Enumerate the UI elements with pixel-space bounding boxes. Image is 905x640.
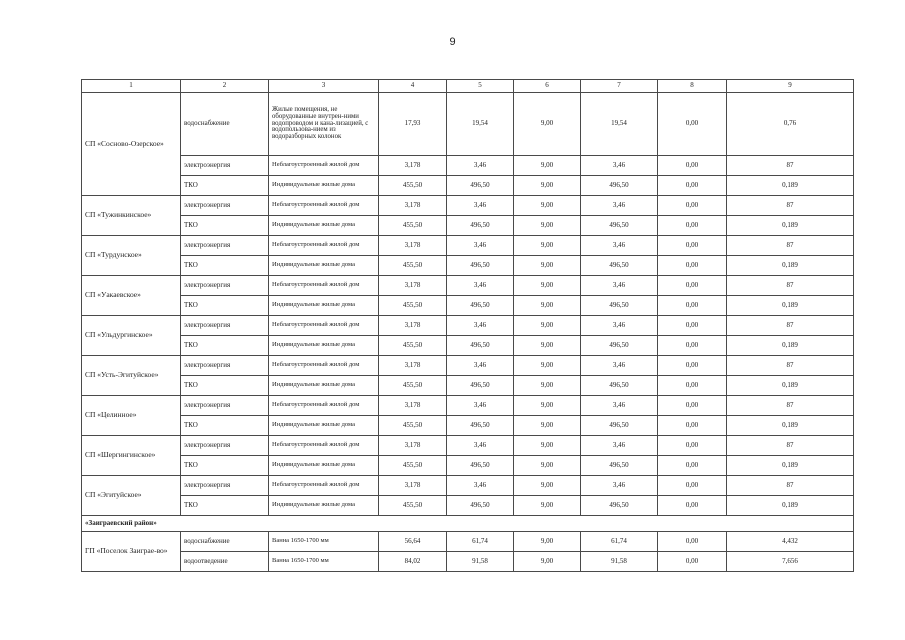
value-v6: 9,00 (514, 156, 581, 176)
service-type: ТКО (181, 416, 269, 436)
value-v8: 0,00 (658, 93, 727, 156)
value-v5: 496,50 (447, 336, 514, 356)
value-v4: 3,178 (379, 196, 447, 216)
value-v5: 61,74 (447, 532, 514, 552)
value-v5: 496,50 (447, 296, 514, 316)
value-v8: 0,00 (658, 496, 727, 516)
value-v7: 3,46 (581, 316, 658, 336)
settlement-name: СП «Турдунское» (82, 236, 181, 276)
value-v6: 9,00 (514, 196, 581, 216)
value-v5: 3,46 (447, 356, 514, 376)
service-type: электроэнергия (181, 196, 269, 216)
table-row (82, 552, 854, 572)
service-type: электроэнергия (181, 476, 269, 496)
value-v7: 496,50 (581, 296, 658, 316)
service-type: электроэнергия (181, 236, 269, 256)
consumer-category: Неблагоустроенный жилой дом (269, 196, 379, 216)
value-v8: 0,00 (658, 336, 727, 356)
value-v9: 87 (727, 236, 854, 256)
value-v6: 9,00 (514, 496, 581, 516)
settlement-name: СП «Уакаевское» (82, 276, 181, 316)
value-v9: 0,189 (727, 416, 854, 436)
value-v6: 9,00 (514, 336, 581, 356)
value-v4: 455,50 (379, 296, 447, 316)
settlement-name: СП «Шергингинское» (82, 436, 181, 476)
table-row (82, 336, 854, 356)
value-v9: 87 (727, 316, 854, 336)
value-v8: 0,00 (658, 256, 727, 276)
value-v8: 0,00 (658, 396, 727, 416)
value-v7: 3,46 (581, 396, 658, 416)
value-v8: 0,00 (658, 156, 727, 176)
column-number: 3 (269, 80, 379, 93)
settlement-name: ГП «Поселок Заиграе-во» (82, 532, 181, 572)
value-v6: 9,00 (514, 436, 581, 456)
value-v9: 0,189 (727, 296, 854, 316)
value-v8: 0,00 (658, 416, 727, 436)
value-v4: 455,50 (379, 496, 447, 516)
table-row (82, 276, 854, 296)
consumer-category: Ванна 1650-1700 мм (269, 552, 379, 572)
consumer-category: Индивидуальные жилые дома (269, 216, 379, 236)
value-v7: 3,46 (581, 356, 658, 376)
settlement-name: СП «Целинное» (82, 396, 181, 436)
table-row (82, 93, 854, 156)
column-number: 2 (181, 80, 269, 93)
settlement-name: СП «Ульдургинское» (82, 316, 181, 356)
value-v8: 0,00 (658, 476, 727, 496)
value-v6: 9,00 (514, 552, 581, 572)
value-v6: 9,00 (514, 396, 581, 416)
column-number: 4 (379, 80, 447, 93)
value-v8: 0,00 (658, 376, 727, 396)
consumer-category: Индивидуальные жилые дома (269, 456, 379, 476)
value-v5: 496,50 (447, 376, 514, 396)
value-v8: 0,00 (658, 316, 727, 336)
value-v4: 3,178 (379, 356, 447, 376)
consumer-category: Жилые помещения, не оборудованные внутрен-ними водопроводом и кана-лизацией, с водопользова-нием из водоразборных колонок (269, 93, 379, 156)
value-v7: 496,50 (581, 456, 658, 476)
table-row (82, 416, 854, 436)
service-type: электроэнергия (181, 436, 269, 456)
value-v9: 0,189 (727, 376, 854, 396)
value-v5: 3,46 (447, 316, 514, 336)
table-row (82, 376, 854, 396)
consumer-category: Неблагоустроенный жилой дом (269, 276, 379, 296)
value-v7: 19,54 (581, 93, 658, 156)
value-v7: 496,50 (581, 336, 658, 356)
table-row (82, 436, 854, 456)
value-v9: 0,189 (727, 176, 854, 196)
service-type: электроэнергия (181, 156, 269, 176)
value-v4: 3,178 (379, 476, 447, 496)
value-v6: 9,00 (514, 216, 581, 236)
table-row (82, 216, 854, 236)
value-v7: 91,58 (581, 552, 658, 572)
column-number: 9 (727, 80, 854, 93)
column-number: 7 (581, 80, 658, 93)
service-type: ТКО (181, 296, 269, 316)
column-number-row (82, 80, 854, 93)
value-v7: 496,50 (581, 416, 658, 436)
consumer-category: Индивидуальные жилые дома (269, 256, 379, 276)
value-v4: 455,50 (379, 416, 447, 436)
service-type: водоотведение (181, 552, 269, 572)
value-v5: 19,54 (447, 93, 514, 156)
value-v4: 56,64 (379, 532, 447, 552)
table-row (82, 256, 854, 276)
value-v5: 496,50 (447, 416, 514, 436)
value-v4: 455,50 (379, 256, 447, 276)
value-v6: 9,00 (514, 416, 581, 436)
value-v7: 3,46 (581, 156, 658, 176)
settlement-name: СП «Тужинкинское» (82, 196, 181, 236)
value-v7: 496,50 (581, 496, 658, 516)
service-type: электроэнергия (181, 396, 269, 416)
value-v5: 496,50 (447, 176, 514, 196)
value-v5: 496,50 (447, 256, 514, 276)
consumer-category: Индивидуальные жилые дома (269, 376, 379, 396)
value-v9: 87 (727, 476, 854, 496)
service-type: водоснабжение (181, 93, 269, 156)
value-v6: 9,00 (514, 236, 581, 256)
consumer-category: Неблагоустроенный жилой дом (269, 356, 379, 376)
value-v4: 3,178 (379, 276, 447, 296)
consumer-category: Неблагоустроенный жилой дом (269, 476, 379, 496)
service-type: электроэнергия (181, 356, 269, 376)
table-row (82, 496, 854, 516)
value-v8: 0,00 (658, 176, 727, 196)
consumer-category: Индивидуальные жилые дома (269, 176, 379, 196)
section-title: «Заиграевский район» (82, 516, 854, 532)
value-v9: 87 (727, 276, 854, 296)
value-v6: 9,00 (514, 176, 581, 196)
value-v7: 3,46 (581, 196, 658, 216)
value-v9: 0,189 (727, 256, 854, 276)
value-v9: 0,76 (727, 93, 854, 156)
column-number: 5 (447, 80, 514, 93)
service-type: ТКО (181, 376, 269, 396)
page-number: 9 (449, 36, 456, 48)
value-v4: 84,02 (379, 552, 447, 572)
value-v6: 9,00 (514, 476, 581, 496)
value-v8: 0,00 (658, 436, 727, 456)
consumer-category: Неблагоустроенный жилой дом (269, 316, 379, 336)
value-v9: 0,189 (727, 496, 854, 516)
value-v6: 9,00 (514, 456, 581, 476)
value-v4: 455,50 (379, 176, 447, 196)
table-row (82, 236, 854, 256)
value-v9: 0,189 (727, 216, 854, 236)
value-v7: 496,50 (581, 216, 658, 236)
value-v4: 17,93 (379, 93, 447, 156)
consumer-category: Индивидуальные жилые дома (269, 496, 379, 516)
consumer-category: Индивидуальные жилые дома (269, 416, 379, 436)
service-type: ТКО (181, 336, 269, 356)
table-row (82, 296, 854, 316)
consumer-category: Индивидуальные жилые дома (269, 296, 379, 316)
settlement-name: СП «Сосново-Озерское» (82, 93, 181, 196)
table-row (82, 156, 854, 176)
value-v4: 3,178 (379, 236, 447, 256)
consumer-category: Неблагоустроенный жилой дом (269, 396, 379, 416)
value-v5: 3,46 (447, 276, 514, 296)
value-v5: 496,50 (447, 496, 514, 516)
table-row (82, 476, 854, 496)
value-v6: 9,00 (514, 276, 581, 296)
service-type: электроэнергия (181, 316, 269, 336)
table-row (82, 456, 854, 476)
consumer-category: Неблагоустроенный жилой дом (269, 436, 379, 456)
value-v8: 0,00 (658, 532, 727, 552)
value-v6: 9,00 (514, 316, 581, 336)
value-v7: 61,74 (581, 532, 658, 552)
value-v9: 87 (727, 356, 854, 376)
value-v5: 3,46 (447, 156, 514, 176)
settlement-name: СП «Усть-Эгитуйское» (82, 356, 181, 396)
column-number: 6 (514, 80, 581, 93)
service-type: ТКО (181, 216, 269, 236)
service-type: ТКО (181, 456, 269, 476)
value-v7: 496,50 (581, 256, 658, 276)
value-v4: 3,178 (379, 396, 447, 416)
value-v8: 0,00 (658, 296, 727, 316)
value-v5: 3,46 (447, 196, 514, 216)
value-v5: 3,46 (447, 436, 514, 456)
value-v8: 0,00 (658, 196, 727, 216)
value-v8: 0,00 (658, 216, 727, 236)
value-v4: 455,50 (379, 456, 447, 476)
service-type: ТКО (181, 496, 269, 516)
value-v9: 87 (727, 196, 854, 216)
value-v5: 496,50 (447, 456, 514, 476)
table-row (82, 176, 854, 196)
table-row (82, 532, 854, 552)
table-row (82, 356, 854, 376)
value-v7: 3,46 (581, 476, 658, 496)
consumer-category: Ванна 1650-1700 мм (269, 532, 379, 552)
value-v8: 0,00 (658, 552, 727, 572)
section-row (82, 516, 854, 532)
value-v6: 9,00 (514, 296, 581, 316)
value-v5: 3,46 (447, 396, 514, 416)
value-v6: 9,00 (514, 356, 581, 376)
table-row (82, 196, 854, 216)
value-v4: 455,50 (379, 336, 447, 356)
value-v4: 3,178 (379, 156, 447, 176)
value-v7: 3,46 (581, 436, 658, 456)
consumer-category: Неблагоустроенный жилой дом (269, 236, 379, 256)
value-v9: 87 (727, 436, 854, 456)
value-v9: 87 (727, 396, 854, 416)
value-v5: 91,58 (447, 552, 514, 572)
column-number: 1 (82, 80, 181, 93)
value-v8: 0,00 (658, 356, 727, 376)
consumer-category: Неблагоустроенный жилой дом (269, 156, 379, 176)
value-v9: 87 (727, 156, 854, 176)
value-v7: 496,50 (581, 176, 658, 196)
table-row (82, 396, 854, 416)
settlement-name: СП «Эгитуйское» (82, 476, 181, 516)
consumer-category: Индивидуальные жилые дома (269, 336, 379, 356)
value-v6: 9,00 (514, 93, 581, 156)
column-number: 8 (658, 80, 727, 93)
value-v7: 3,46 (581, 276, 658, 296)
service-type: электроэнергия (181, 276, 269, 296)
value-v6: 9,00 (514, 256, 581, 276)
value-v9: 7,656 (727, 552, 854, 572)
value-v4: 455,50 (379, 216, 447, 236)
service-type: ТКО (181, 176, 269, 196)
value-v4: 3,178 (379, 436, 447, 456)
table-row (82, 316, 854, 336)
service-type: ТКО (181, 256, 269, 276)
value-v8: 0,00 (658, 236, 727, 256)
value-v8: 0,00 (658, 456, 727, 476)
value-v4: 3,178 (379, 316, 447, 336)
service-type: водоснабжение (181, 532, 269, 552)
value-v5: 3,46 (447, 476, 514, 496)
value-v9: 0,189 (727, 456, 854, 476)
value-v6: 9,00 (514, 532, 581, 552)
tariff-table (81, 79, 854, 572)
value-v5: 3,46 (447, 236, 514, 256)
value-v7: 3,46 (581, 236, 658, 256)
value-v4: 455,50 (379, 376, 447, 396)
value-v5: 496,50 (447, 216, 514, 236)
value-v9: 4,432 (727, 532, 854, 552)
value-v6: 9,00 (514, 376, 581, 396)
value-v9: 0,189 (727, 336, 854, 356)
value-v8: 0,00 (658, 276, 727, 296)
value-v7: 496,50 (581, 376, 658, 396)
